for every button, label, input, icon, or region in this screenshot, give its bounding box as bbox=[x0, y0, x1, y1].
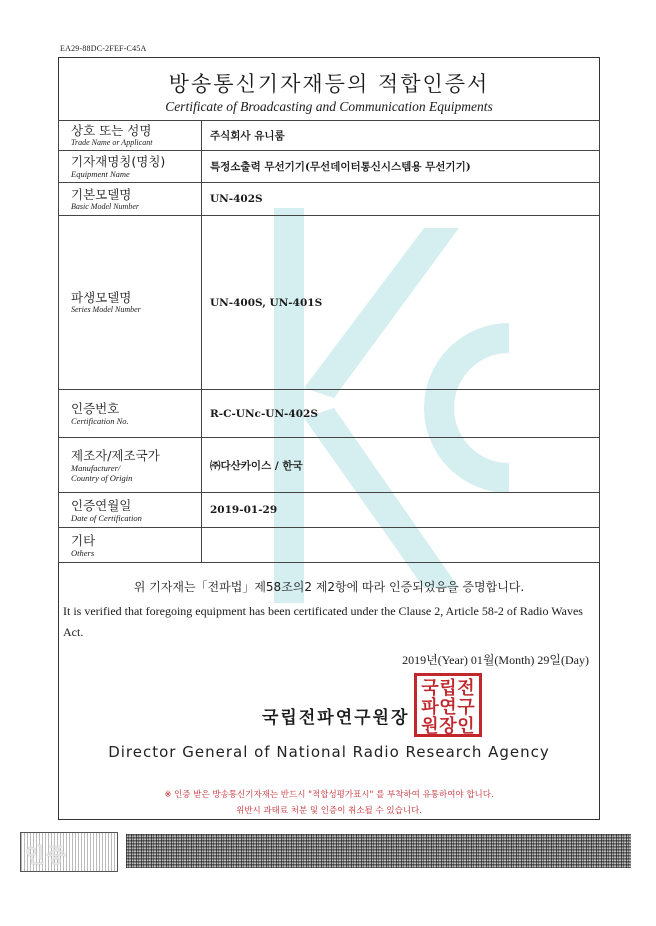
label-korean: 기본모델명 bbox=[71, 186, 132, 202]
statement-english: It is verified that foregoing equipment has been certificated under the Clause 2, Article 58-2 of Radio Waves Act. bbox=[63, 604, 583, 639]
title-english: Certificate of Broadcasting and Communication Equipments bbox=[165, 99, 493, 114]
notice-line-2: 위반시 과태료 처분 및 인증이 취소될 수 있습니다. bbox=[236, 806, 422, 816]
statement-korean: 위 기자재는「전파법」제58조의2 제2항에 따라 인증되었음을 증명합니다. bbox=[133, 580, 525, 594]
field-label bbox=[59, 493, 202, 528]
svg-text:원: 원 bbox=[421, 716, 439, 737]
certificate-table bbox=[58, 120, 600, 563]
label-english: Date of Certification bbox=[71, 512, 142, 523]
trade-name-value: 주식회사 유니룸 bbox=[202, 121, 600, 151]
others-value bbox=[202, 528, 600, 563]
series-model-value: UN-400S, UN-401S bbox=[202, 216, 600, 390]
title-korean: 방송통신기자재등의 적합인증서 bbox=[168, 72, 490, 96]
certificate-frame bbox=[58, 57, 600, 820]
table-row bbox=[59, 121, 600, 151]
table-row bbox=[59, 151, 600, 183]
table-row bbox=[59, 390, 600, 438]
svg-text:국: 국 bbox=[421, 678, 439, 699]
verification-stamp-icon: 인증 bbox=[20, 832, 118, 872]
agency-name-english: Director General of National Radio Research Agency bbox=[108, 743, 550, 761]
label-english: Equipment Name bbox=[71, 169, 130, 179]
barcode-strip bbox=[126, 834, 631, 868]
label-korean: 제조자/제조국가 bbox=[71, 447, 160, 463]
label-korean: 인증연월일 bbox=[71, 497, 132, 513]
svg-text:인: 인 bbox=[457, 716, 475, 737]
label-english: Manufacturer/ bbox=[71, 462, 121, 473]
svg-text:연: 연 bbox=[439, 697, 457, 718]
label-english: Certification No. bbox=[71, 416, 129, 426]
field-label bbox=[59, 183, 202, 216]
manufacturer-value: ㈜다산카이스 / 한국 bbox=[202, 438, 600, 493]
label-korean: 파생모델명 bbox=[71, 290, 132, 305]
label-english: Series Model Number bbox=[71, 305, 141, 314]
field-label bbox=[59, 216, 202, 390]
label-english: Others bbox=[71, 547, 95, 558]
table-row bbox=[59, 183, 600, 216]
table-row bbox=[59, 528, 600, 563]
table-row bbox=[59, 493, 600, 528]
table-row bbox=[59, 438, 600, 493]
certification-number-value: R-C-UNc-UN-402S bbox=[202, 390, 600, 438]
field-label bbox=[59, 121, 202, 151]
svg-text:파: 파 bbox=[421, 697, 439, 718]
label-korean: 기자재명칭(명칭) bbox=[71, 154, 166, 169]
issue-date: 2019년(Year) 01월(Month) 29일(Day) bbox=[402, 653, 589, 667]
label-korean: 인증번호 bbox=[71, 401, 120, 416]
certification-date-value: 2019-01-29 bbox=[202, 493, 600, 528]
document-id: EA29-88DC-2FEF-C45A bbox=[60, 44, 147, 53]
svg-text:전: 전 bbox=[457, 678, 475, 699]
equipment-name-value: 특정소출력 무선기기(무선데이터통신시스템용 무선기기) bbox=[202, 151, 600, 183]
agency-name-korean: 국립전파연구원장 bbox=[262, 708, 410, 728]
basic-model-value: UN-402S bbox=[202, 183, 600, 216]
field-label bbox=[59, 438, 202, 493]
svg-text:구: 구 bbox=[457, 697, 475, 718]
svg-text:립: 립 bbox=[439, 678, 457, 699]
notice-line-1: ※ 인증 받은 방송통신기자재는 반드시 "적합성평가표시" 를 부착하여 유통하여야 합니다. bbox=[164, 790, 494, 800]
label-english: Basic Model Number bbox=[71, 201, 139, 211]
table-row bbox=[59, 216, 600, 390]
official-seal-icon bbox=[414, 673, 482, 737]
label-english-line2: Country of Origin bbox=[71, 472, 133, 483]
field-label bbox=[59, 151, 202, 183]
svg-text:장: 장 bbox=[439, 716, 457, 737]
label-korean: 상호 또는 성명 bbox=[71, 123, 152, 138]
label-english: Trade Name or Applicant bbox=[71, 138, 153, 147]
field-label bbox=[59, 390, 202, 438]
field-label bbox=[59, 528, 202, 563]
label-korean: 기타 bbox=[71, 532, 96, 548]
